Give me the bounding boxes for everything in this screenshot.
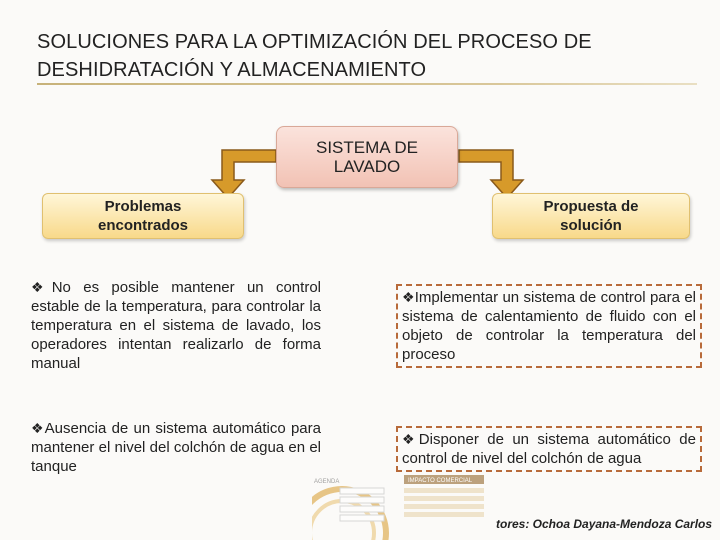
proposal-header-box: [492, 193, 690, 239]
proposal-item-1: [396, 284, 702, 368]
thumb-label-impacto: IMPACTO COMERCIAL: [408, 478, 473, 484]
problems-header-line-1: Problemas: [104, 198, 182, 215]
title-line-1: SOLUCIONES PARA LA OPTIMIZACIÓN DEL PROCESO DE: [37, 31, 592, 53]
right-bent-arrow-icon: [455, 144, 527, 200]
problem-text-2: Ausencia de un sistema automático para mantener el nivel del colchón de agua en el tanque: [31, 420, 321, 475]
problem-text-1: No es posible mantener un control estable de la temperatura, para controlar la temperatura en el sistema de lavado, los operadores intentan realizarlo de forma manual: [31, 279, 321, 372]
problems-header-line-2: encontrados: [97, 217, 188, 234]
proposal-header-line-1: Propuesta de: [543, 198, 639, 215]
slide-title: [37, 28, 697, 84]
thumb-label-agenda: AGENDA: [314, 479, 340, 485]
bullet-icon: ❖: [402, 431, 419, 447]
bullet-icon: ❖: [402, 289, 415, 305]
problem-item-2: [31, 419, 321, 476]
title-underline: [37, 83, 697, 85]
proposal-text-1: Implementar un sistema de control para el sistema de calentamiento de fluido con el objeto de controlar la temperatura del proceso: [402, 289, 696, 363]
center-box-line-1: SISTEMA DE: [315, 138, 419, 157]
slide-thumbnail-image: [312, 473, 492, 540]
proposal-header-line-2: solución: [560, 217, 622, 234]
problems-header-box: [42, 193, 244, 239]
bullet-icon: ❖: [31, 279, 52, 295]
proposal-text-2: Disponer de un sistema automático de control de nivel del colchón de agua: [402, 431, 696, 467]
left-bent-arrow-icon: [208, 144, 280, 200]
center-box-line-2: LAVADO: [333, 157, 401, 176]
title-line-2: DESHIDRATACIÓN Y ALMACENAMIENTO: [37, 59, 427, 81]
center-box-sistema-lavado: [276, 126, 458, 188]
authors-credit: tores: Ochoa Dayana-Mendoza Carlos: [496, 517, 713, 531]
proposal-item-2: [396, 426, 702, 472]
bullet-icon: ❖: [31, 420, 45, 436]
problem-item-1: [31, 278, 321, 373]
